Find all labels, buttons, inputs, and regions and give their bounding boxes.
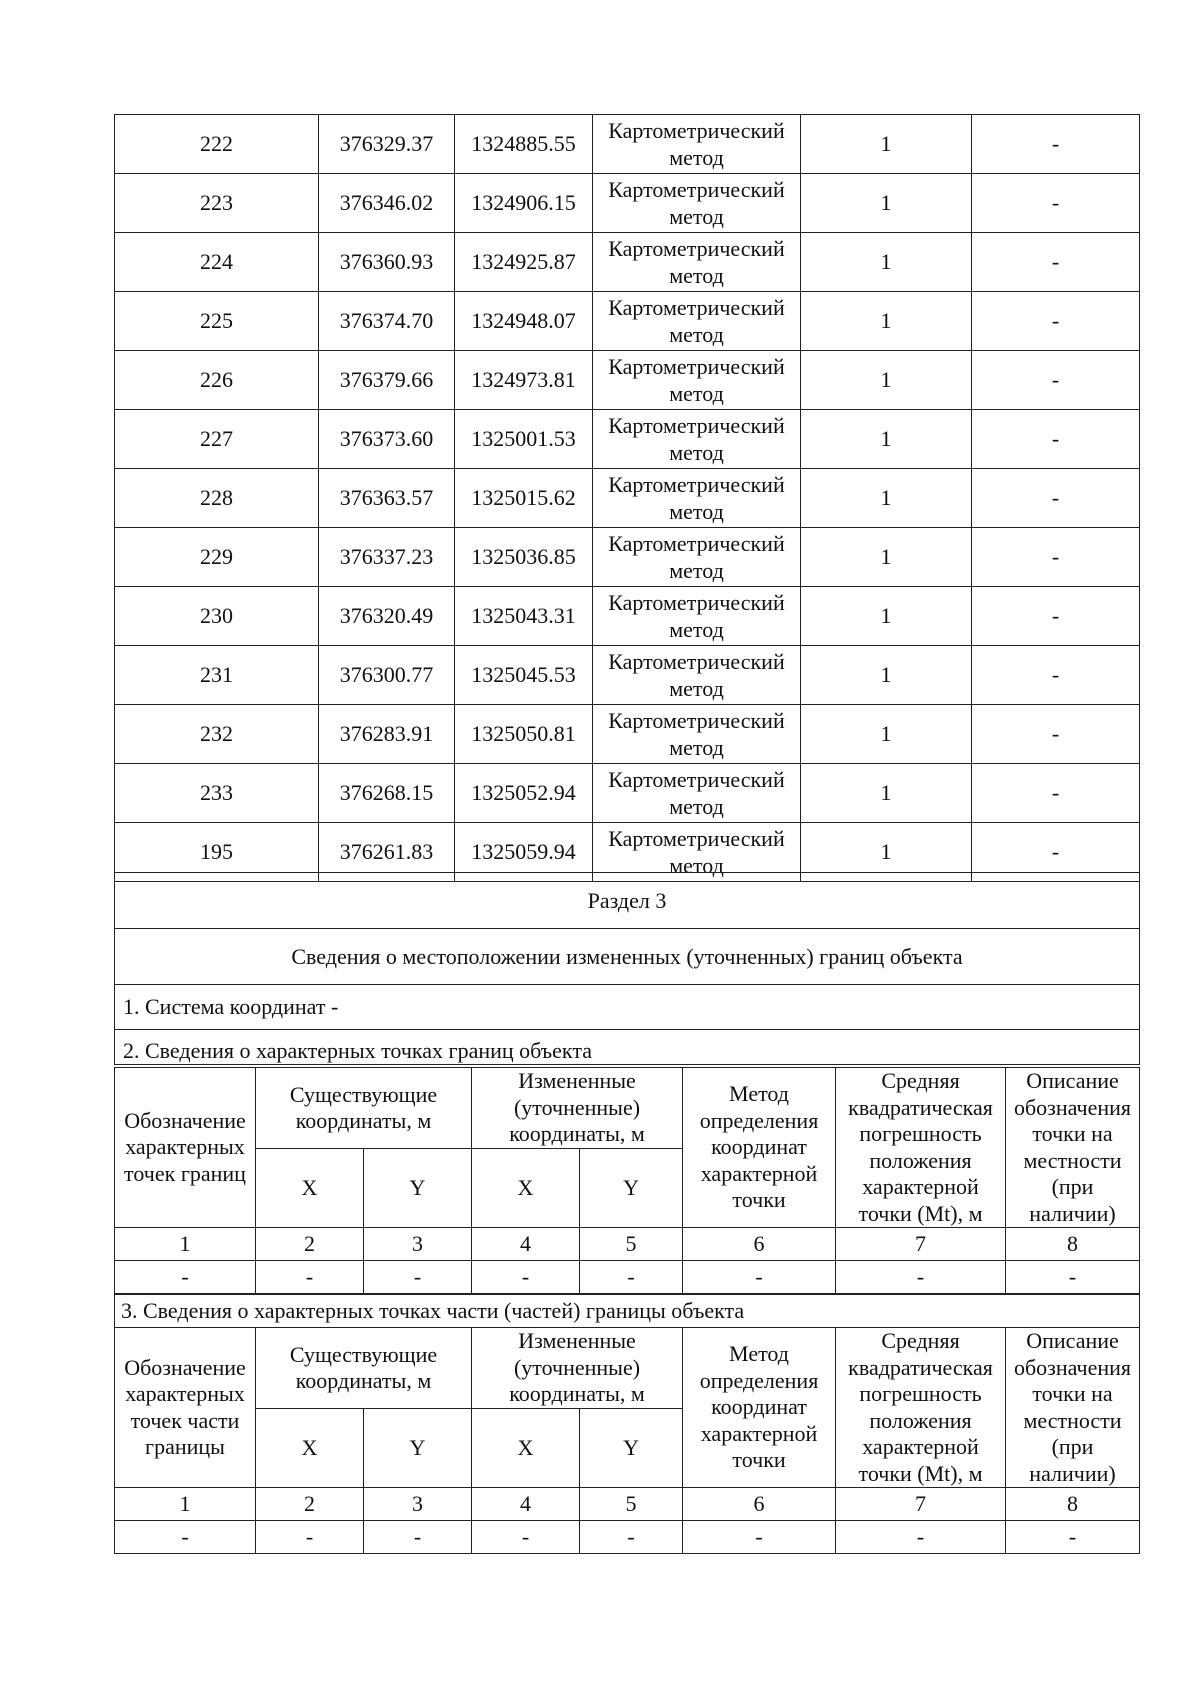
header-line: характерной xyxy=(862,1174,979,1199)
coord-x: 376346.02 xyxy=(319,174,455,233)
header-accuracy xyxy=(836,1328,1006,1488)
point-number: 225 xyxy=(115,292,319,351)
coord-x: 376379.66 xyxy=(319,351,455,410)
empty-value: - xyxy=(836,1521,1006,1554)
header-x: X xyxy=(256,1409,364,1488)
header-line: (уточненные) xyxy=(513,1094,641,1120)
empty-value: - xyxy=(683,1261,836,1294)
accuracy: 1 xyxy=(801,528,972,587)
description: - xyxy=(972,174,1140,233)
header-line: (уточненные) xyxy=(513,1354,641,1380)
header-line: (при xyxy=(1051,1174,1094,1199)
column-number: 6 xyxy=(683,1488,836,1521)
header-line: координаты, м xyxy=(509,1381,645,1407)
table-row xyxy=(115,469,1140,528)
header-line: координаты, м xyxy=(295,1108,432,1133)
method xyxy=(593,764,801,823)
method xyxy=(593,469,801,528)
point-number: 232 xyxy=(115,705,319,764)
header-line: погрешность xyxy=(859,1381,982,1406)
header-line: Измененные xyxy=(518,1328,636,1354)
header-line: Обозначение xyxy=(124,1107,246,1133)
method-line: Картометрический xyxy=(608,413,785,438)
accuracy: 1 xyxy=(801,233,972,292)
empty-value: - xyxy=(472,1261,580,1294)
method-line: Картометрический xyxy=(608,177,785,202)
header-description xyxy=(1006,1068,1140,1228)
point-number: 222 xyxy=(115,115,319,174)
header-line: наличии) xyxy=(1029,1200,1116,1226)
coord-x: 376363.57 xyxy=(319,469,455,528)
coord-y: 1324885.55 xyxy=(455,115,593,174)
header-line: характерной xyxy=(862,1434,979,1459)
header-y: Y xyxy=(364,1149,472,1228)
points-table xyxy=(114,114,1140,882)
method xyxy=(593,233,801,292)
part2-title: 2. Сведения о характерных точках границ объекта xyxy=(115,1030,1140,1065)
header-x: X xyxy=(472,1149,580,1228)
header-line: определения xyxy=(699,1367,819,1393)
header-existing xyxy=(256,1068,472,1149)
coord-x: 376283.91 xyxy=(319,705,455,764)
header-line: Метод xyxy=(729,1341,789,1367)
table-row xyxy=(115,646,1140,705)
column-number: 7 xyxy=(836,1228,1006,1261)
header-line: квадратическая xyxy=(848,1354,993,1380)
method-line: метод xyxy=(669,145,724,170)
header-x: X xyxy=(256,1149,364,1228)
method xyxy=(593,174,801,233)
coord-y: 1324925.87 xyxy=(455,233,593,292)
coord-x: 376373.60 xyxy=(319,410,455,469)
method-line: Картометрический xyxy=(608,236,785,261)
header-x: X xyxy=(472,1409,580,1488)
column-number: 4 xyxy=(472,1488,580,1521)
header-designation xyxy=(115,1328,256,1488)
column-number: 4 xyxy=(472,1228,580,1261)
empty-value: - xyxy=(364,1521,472,1554)
empty-value: - xyxy=(256,1521,364,1554)
part-boundary-points-table xyxy=(114,1327,1140,1554)
coord-y: 1325052.94 xyxy=(455,764,593,823)
method-line: Картометрический xyxy=(608,118,785,143)
method-line: метод xyxy=(669,499,724,524)
header-y: Y xyxy=(364,1409,472,1488)
coord-x: 376261.83 xyxy=(319,823,455,882)
method-line: метод xyxy=(669,735,724,760)
accuracy: 1 xyxy=(801,587,972,646)
header-description xyxy=(1006,1328,1140,1488)
table-row xyxy=(115,115,1140,174)
point-number: 228 xyxy=(115,469,319,528)
point-number: 195 xyxy=(115,823,319,882)
table-row xyxy=(115,174,1140,233)
point-number: 224 xyxy=(115,233,319,292)
header-method xyxy=(683,1068,836,1228)
coord-x: 376329.37 xyxy=(319,115,455,174)
empty-value: - xyxy=(115,1261,256,1294)
header-line: точки (Mt), м xyxy=(858,1200,983,1226)
table-row xyxy=(115,233,1140,292)
points-table-body xyxy=(115,115,1140,882)
coord-x: 376320.49 xyxy=(319,587,455,646)
coordinate-system: 1. Система координат - xyxy=(115,985,1140,1030)
header-line: погрешность xyxy=(859,1121,982,1146)
description: - xyxy=(972,351,1140,410)
header-line: Обозначение xyxy=(124,1354,246,1380)
header-line: определения xyxy=(699,1107,819,1133)
method-line: метод xyxy=(669,676,724,701)
header-changed xyxy=(472,1328,683,1409)
header-line: Существующие xyxy=(289,1081,438,1107)
method-line: Картометрический xyxy=(608,767,785,792)
method xyxy=(593,115,801,174)
point-number: 223 xyxy=(115,174,319,233)
method-line: метод xyxy=(669,204,724,229)
header-line: Описание xyxy=(1026,1328,1119,1353)
section3-title: Раздел 3 xyxy=(115,873,1140,929)
column-numbers-row xyxy=(115,1488,1140,1521)
empty-value: - xyxy=(580,1261,683,1294)
header-line: Метод xyxy=(729,1081,789,1107)
coord-x: 376360.93 xyxy=(319,233,455,292)
column-number: 8 xyxy=(1006,1228,1140,1261)
method-line: метод xyxy=(669,263,724,288)
description: - xyxy=(972,292,1140,351)
header-changed xyxy=(472,1068,683,1149)
description: - xyxy=(972,469,1140,528)
empty-value: - xyxy=(364,1261,472,1294)
column-number: 1 xyxy=(115,1488,256,1521)
coord-x: 376268.15 xyxy=(319,764,455,823)
table-row xyxy=(115,764,1140,823)
column-number: 5 xyxy=(580,1488,683,1521)
header-line: положения xyxy=(869,1147,972,1173)
header-line: точки на xyxy=(1032,1381,1113,1406)
description: - xyxy=(972,410,1140,469)
header-line: Измененные xyxy=(518,1068,636,1094)
header-line: точки (Mt), м xyxy=(858,1460,983,1486)
coord-y: 1325045.53 xyxy=(455,646,593,705)
method-line: Картометрический xyxy=(608,590,785,615)
header-line: обозначения xyxy=(1013,1354,1132,1380)
header-line: координат xyxy=(711,1394,807,1420)
table-row xyxy=(115,1261,1140,1294)
accuracy: 1 xyxy=(801,646,972,705)
header-line: Средняя xyxy=(881,1328,960,1353)
method xyxy=(593,646,801,705)
header-line: точки на xyxy=(1032,1121,1113,1146)
section3-header xyxy=(114,872,1140,1065)
table-row xyxy=(115,528,1140,587)
method-line: Картометрический xyxy=(608,354,785,379)
column-numbers-row xyxy=(115,1228,1140,1261)
part3-title: 3. Сведения о характерных точках части (частей) границы объекта xyxy=(115,1295,1140,1328)
empty-value: - xyxy=(1006,1261,1140,1294)
coord-x: 376337.23 xyxy=(319,528,455,587)
header-line: характерных xyxy=(125,1381,245,1406)
header-line: Средняя xyxy=(881,1068,960,1093)
table-row xyxy=(115,1521,1140,1554)
column-number: 6 xyxy=(683,1228,836,1261)
method xyxy=(593,292,801,351)
accuracy: 1 xyxy=(801,705,972,764)
method-line: метод xyxy=(669,853,724,878)
table-row xyxy=(115,410,1140,469)
header-line: характерной xyxy=(700,1160,818,1186)
section3-subtitle: Сведения о местоположении измененных (уточненных) границ объекта xyxy=(115,929,1140,985)
part3-header xyxy=(114,1294,1140,1328)
method-line: метод xyxy=(669,381,724,406)
header-line: характерных xyxy=(125,1134,245,1160)
description: - xyxy=(972,646,1140,705)
coord-y: 1325059.94 xyxy=(455,823,593,882)
point-number: 226 xyxy=(115,351,319,410)
coord-y: 1324906.15 xyxy=(455,174,593,233)
header-line: обозначения xyxy=(1013,1094,1132,1120)
header-line: точки xyxy=(732,1187,786,1213)
coord-y: 1324948.07 xyxy=(455,292,593,351)
method-line: Картометрический xyxy=(608,295,785,320)
method-line: метод xyxy=(669,794,724,819)
point-number: 231 xyxy=(115,646,319,705)
method xyxy=(593,528,801,587)
description: - xyxy=(972,115,1140,174)
header-row xyxy=(115,1068,1140,1149)
coord-x: 376374.70 xyxy=(319,292,455,351)
column-number: 2 xyxy=(256,1228,364,1261)
method-line: метод xyxy=(669,322,724,347)
method-line: Картометрический xyxy=(608,708,785,733)
method xyxy=(593,587,801,646)
header-line: Описание xyxy=(1026,1068,1119,1093)
column-number: 8 xyxy=(1006,1488,1140,1521)
empty-value: - xyxy=(256,1261,364,1294)
header-line: точки xyxy=(732,1447,786,1473)
header-accuracy xyxy=(836,1068,1006,1228)
column-number: 2 xyxy=(256,1488,364,1521)
accuracy: 1 xyxy=(801,764,972,823)
empty-value: - xyxy=(1006,1521,1140,1554)
header-line: характерной xyxy=(700,1420,818,1446)
header-line: точек части xyxy=(130,1407,240,1433)
column-number: 5 xyxy=(580,1228,683,1261)
method-line: Картометрический xyxy=(608,649,785,674)
accuracy: 1 xyxy=(801,292,972,351)
header-line: положения xyxy=(869,1407,972,1433)
header-existing xyxy=(256,1328,472,1409)
coord-y: 1325043.31 xyxy=(455,587,593,646)
method xyxy=(593,410,801,469)
header-line: местности xyxy=(1023,1147,1122,1173)
header-y: Y xyxy=(580,1149,683,1228)
accuracy: 1 xyxy=(801,823,972,882)
header-designation xyxy=(115,1068,256,1228)
header-method xyxy=(683,1328,836,1488)
method-line: метод xyxy=(669,617,724,642)
accuracy: 1 xyxy=(801,469,972,528)
method xyxy=(593,351,801,410)
coord-y: 1325036.85 xyxy=(455,528,593,587)
method-line: Картометрический xyxy=(608,472,785,497)
description: - xyxy=(972,233,1140,292)
point-number: 233 xyxy=(115,764,319,823)
coord-y: 1325015.62 xyxy=(455,469,593,528)
table-row xyxy=(115,587,1140,646)
boundary-points-table xyxy=(114,1067,1140,1294)
coord-y: 1325050.81 xyxy=(455,705,593,764)
point-number: 230 xyxy=(115,587,319,646)
empty-value: - xyxy=(115,1521,256,1554)
column-number: 7 xyxy=(836,1488,1006,1521)
coord-y: 1325001.53 xyxy=(455,410,593,469)
header-line: границы xyxy=(145,1434,225,1459)
column-number: 3 xyxy=(364,1228,472,1261)
header-line: Существующие xyxy=(289,1341,438,1367)
header-line: координаты, м xyxy=(295,1368,432,1393)
table-row xyxy=(115,351,1140,410)
header-line: координаты, м xyxy=(509,1121,645,1147)
column-number: 1 xyxy=(115,1228,256,1261)
description: - xyxy=(972,823,1140,882)
table-row xyxy=(115,705,1140,764)
coord-x: 376300.77 xyxy=(319,646,455,705)
header-line: квадратическая xyxy=(848,1094,993,1120)
header-line: местности xyxy=(1023,1407,1122,1433)
empty-value: - xyxy=(836,1261,1006,1294)
header-y: Y xyxy=(580,1409,683,1488)
method xyxy=(593,705,801,764)
header-row xyxy=(115,1328,1140,1409)
accuracy: 1 xyxy=(801,351,972,410)
empty-value: - xyxy=(472,1521,580,1554)
column-number: 3 xyxy=(364,1488,472,1521)
description: - xyxy=(972,587,1140,646)
method-line: Картометрический xyxy=(608,531,785,556)
header-line: наличии) xyxy=(1029,1460,1116,1486)
header-line: (при xyxy=(1051,1434,1094,1459)
empty-value: - xyxy=(580,1521,683,1554)
method-line: метод xyxy=(669,558,724,583)
description: - xyxy=(972,528,1140,587)
description: - xyxy=(972,764,1140,823)
accuracy: 1 xyxy=(801,115,972,174)
coord-y: 1324973.81 xyxy=(455,351,593,410)
table-row xyxy=(115,292,1140,351)
accuracy: 1 xyxy=(801,410,972,469)
header-line: точек границ xyxy=(124,1160,246,1186)
point-number: 229 xyxy=(115,528,319,587)
empty-value: - xyxy=(683,1521,836,1554)
header-line: координат xyxy=(711,1134,807,1160)
accuracy: 1 xyxy=(801,174,972,233)
method-line: Картометрический xyxy=(608,826,785,851)
point-number: 227 xyxy=(115,410,319,469)
description: - xyxy=(972,705,1140,764)
method-line: метод xyxy=(669,440,724,465)
